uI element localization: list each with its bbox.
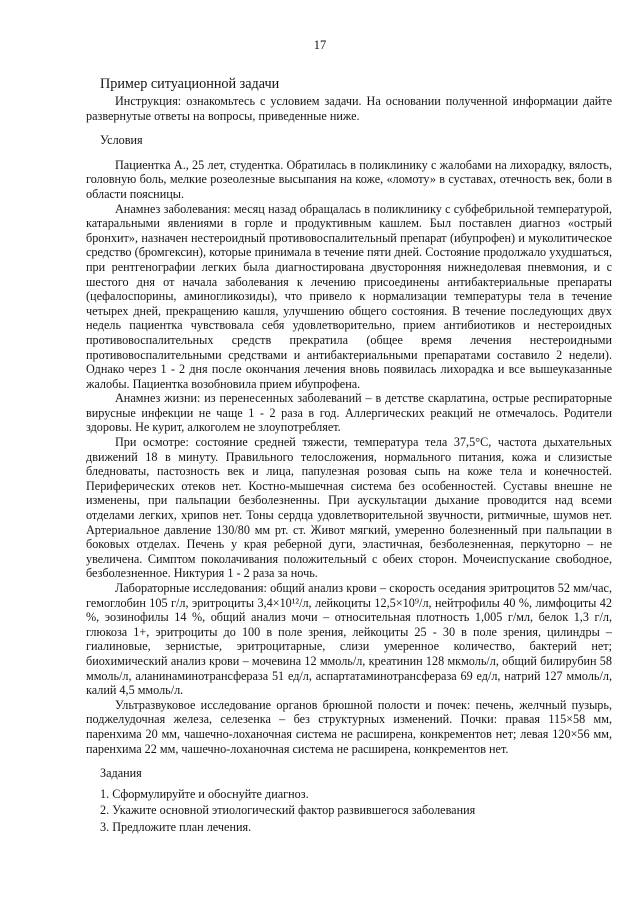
lab-results-paragraph: Лабораторные исследования: общий анализ крови – скорость оседания эритроцитов 52 мм/час, гемоглобин 105 г/л, эритроциты 3,4×10¹²/л, лейкоциты 12,5×10⁹/л, нейтрофилы 40 %, лимфоциты 42 %, эозинофилы 14 %, общий анализ мочи – относительная плотность 1,005 г/мл, белок 1,3 г/л, глюкоза 1+, эритроциты до 100 в поле зрения, лейкоциты 25 - 30 в поле зрения, цилиндры – гиалиновые, зернистые, эритроцитарные, слизи умеренное количество, бактерий нет; биохимический анализ крови – мочевина 12 ммоль/л, креатинин 128 мкмоль/л, общий билирубин 58 ммоль/л, аланинаминотрансфераза 51 ед/л, аспартатаминотрансфераза 69 ед/л, натрий 127 ммоль/л, калий 4,5 ммоль/л. <box>86 581 612 698</box>
ultrasound-paragraph: Ультразвуковое исследование органов брюшной полости и почек: печень, желчный пузырь, поджелудочная железа, селезенка – без структурных изменений. Почки: правая 115×58 мм, паренхима 20 мм, чашечно-лоханочная система не расширена, конкрементов нет; левая 120×56 мм, паренхима 22 мм, чашечно-лоханочная система не расширена, конкрементов нет. <box>86 697 612 756</box>
instruction-paragraph: Инструкция: ознакомьтесь с условием задачи. На основании полученной информации дайте развернутые ответы на вопросы, приведенные ниже. <box>86 94 612 123</box>
page-content <box>86 76 612 835</box>
task-item: 2. Укажите основной этиологический фактор развившегося заболевания <box>100 803 476 818</box>
patient-paragraph: Пациентка А., 25 лет, студентка. Обратилась в поликлинику с жалобами на лихорадку, вялость, головную боль, мелкие розеолезные высыпания на коже, «ломоту» в суставах, отечность век, боли в области поясницы. <box>86 157 612 201</box>
task-item: 3. Предложите план лечения. <box>100 819 252 834</box>
examination-paragraph: При осмотре: состояние средней тяжести, температура тела 37,5°С, частота дыхательных движений 18 в минуту. Правильного телосложения, нормального питания, кожа и слизистые бледноваты, пастозность век и лица, папулезная розовая сыпь на коже тела и конечностей. Периферических отеков нет. Костно-мышечная система без особенностей. Суставы внешне не изменены, при пальпации безболезненны. При аускультации дыхание проводится над всеми отделами легких, хрипов нет. Тоны сердца удовлетворительной звучности, ритмичные, шумов нет. Артериальное давление 130/80 мм рт. ст. Живот мягкий, умеренно болезненный при пальпации в боковых отделах. Печень у края реберной дуги, эластичная, безболезненная, перкуторно – не увеличена. Симптом поколачивания положительный с обеих сторон. Мочеиспускание свободное, безболезненное. Никтурия 1 - 2 раза за ночь. <box>86 435 612 581</box>
anamnesis-life-paragraph: Анамнез жизни: из перенесенных заболеваний – в детстве скарлатина, острые респираторные вирусные инфекции не чаще 1 - 2 раза в год. Аллергических реакций не отмечалось. Родители здоровы. Не курит, алкоголем не злоупотребляет. <box>86 391 612 435</box>
section-heading: Пример ситуационной задачи <box>100 76 280 92</box>
conditions-label: Условия <box>100 133 143 148</box>
task-item: 1. Сформулируйте и обоснуйте диагноз. <box>100 786 309 801</box>
tasks-list <box>86 787 612 835</box>
anamnesis-disease-paragraph: Анамнез заболевания: месяц назад обращалась в поликлинику с субфебрильной температурой, катаральными явлениями в горле и продуктивным кашлем. Был поставлен диагноз «острый бронхит», назначен нестероидный противовоспалительный препарат (ибупрофен) и муколитическое средство (бромгексин), которые принимала в течение пяти дней. Состояние продолжало ухудшаться, при рентгенографии легких была диагностирована двусторонняя нижнедолевая пневмония, и с шестого дня от начала заболевания к лечению присоединены антибактериальные препараты (цефалоспорины, аминогликозиды), что привело к нормализации температуры тела в течение четырех дней, прекращению кашля, улучшению общего состояния. В течение последующих двух недель пациентка чувствовала себя удовлетворительно, прием антибиотиков и нестероидных противовоспалительных средств прекратила (общее время лечения нестероидными противовоспалительными средствами и антибактериальными препаратами составило 2 недели). Однако через 1 - 2 дня после окончания лечения вновь появилась лихорадка и все вышеуказанные жалобы. Пациентка возобновила прием ибупрофена. <box>86 201 612 391</box>
page-number: 17 <box>313 38 327 52</box>
tasks-label: Задания <box>100 766 142 781</box>
